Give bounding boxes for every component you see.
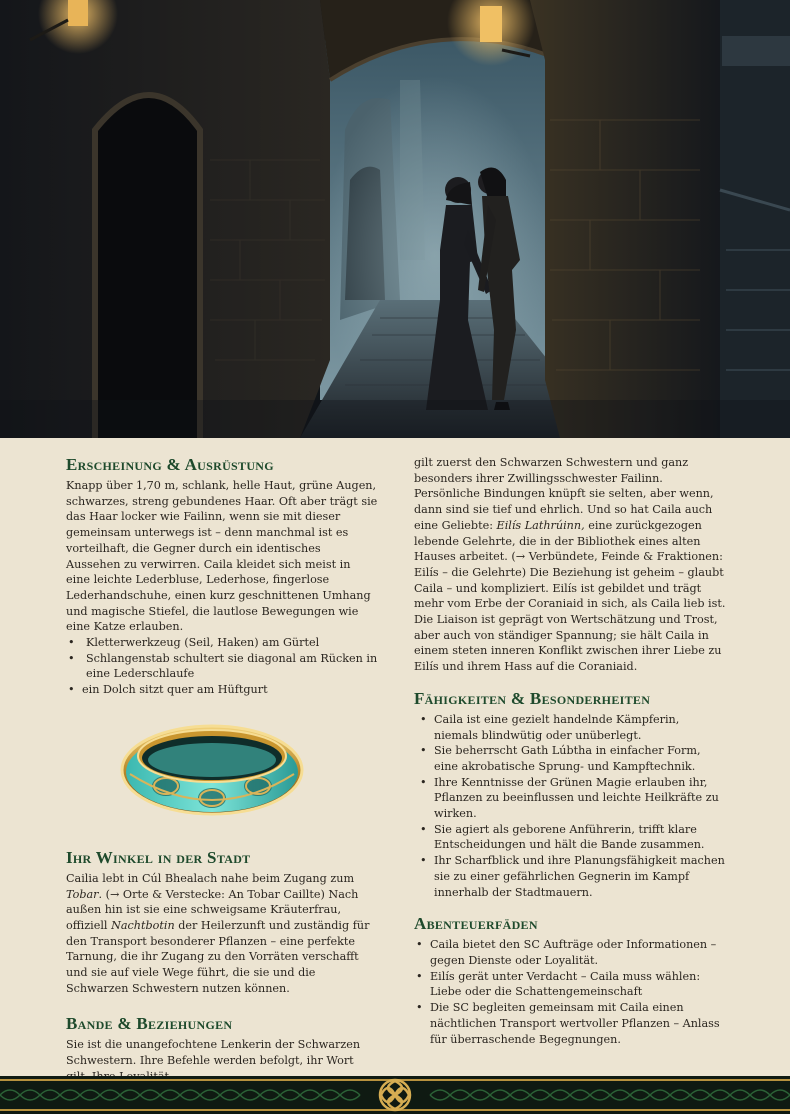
beloved-name: Eilís Lathrúinn,: [496, 518, 585, 532]
list-item: • Caila ist eine gezielt handelnde Kämpferin, niemals blindwütig oder unüberlegt.: [414, 712, 726, 743]
left-column: [66, 455, 378, 1085]
adventure-hooks-list: [414, 937, 726, 1047]
relations-paragraph-part2: [414, 455, 726, 675]
footer-ornament-band: [0, 1076, 790, 1114]
list-item: • Caila bietet den SC Aufträge oder Informationen – gegen Dienste oder Loyalität.: [414, 937, 726, 968]
right-column: [414, 455, 726, 1047]
ring-illustration: [66, 708, 378, 826]
appearance-paragraph: Knapp über 1,70 m, schlank, helle Haut, grüne Augen, schwarzes, streng gebundenes Haar. Oft aber trägt sie das Haar locker wie Failinn, wenn sie mit dieser gemeinsam unterwegs ist – denn manchmal ist es vorteilhaft, die Gegner durch ein identisches Aussehen zu verwirren. Caila kleidet sich meist in eine leichte Lederbluse, Lederhose, fingerlose Lederhandschuhe, einen kurz geschnittenen Umhang und magische Stiefel, die lautlose Bewegungen wie eine Katze erlauben.: [66, 479, 378, 634]
list-item: • Die SC begleiten gemeinsam mit Caila einen nächtlichen Transport wertvoller Pflanzen – Anlass für überraschende Begegnungen.: [414, 1000, 726, 1047]
list-item: • Sie beherrscht Gath Lúbtha in einfacher Form, eine akrobatische Sprung- und Kampftechnik.: [414, 743, 726, 774]
section-heading-appearance: Erscheinung & Ausrüstung: [66, 455, 274, 474]
section-heading-adventure-hooks: Abenteuerfäden: [414, 914, 538, 934]
list-item: • ein Dolch sitzt quer am Hüftgurt: [66, 682, 378, 698]
city-corner-paragraph: Cailia lebt in Cúl Bhealach nahe beim Zugang zum Tobar. (→ Orte & Verstecke: An Tobar Caillte) Nach außen hin ist sie eine schweigsame Kräuterfrau, offiziell Nachtbotin der Heilerzunft und zuständig für den Transport besonderer Pflanzen – eine perfekte Tarnung, die ihr Zugang zu den Vorräten verschafft und sie auf viele Wege führt, die sie und die Schwarzen Schwestern nutzen können.: [66, 871, 370, 995]
section-heading-abilities: Fähigkeiten & Besonderheiten: [414, 688, 651, 708]
celtic-knot-icon: [380, 1080, 410, 1110]
hero-illustration: [0, 0, 790, 438]
relations-text: Sie ist die unangefochtene Lenkerin der Schwarzen Schwestern. Ihre Befehle werden befolgt, ihr Wort: [66, 1038, 361, 1068]
list-item: • Eilís gerät unter Verdacht – Caila muss wählen: Liebe oder die Schattengemeinschaft: [414, 969, 726, 1000]
list-item: • Schlangenstab schultert sie diagonal am Rücken in eine Lederschlaufe: [66, 651, 378, 682]
relations-text: eine zurückgezogen lebende Gelehrte, die in der Bibliothek eines alten Hauses arbeitet. (→ Verbündete, Feinde & Fraktionen: Eilís – die Gelehrte) Die Beziehung ist geheim – glaubt Caila – und kompliziert. Eilís ist gebildet und trägt mehr vom Erbe der Coraniaid in sich, als Caila lieb ist. Die Liaison ist geprägt von Wertschätzung und Trost, aber auch von ständiger Spannung; sie hält Caila in einem steten inneren Konflikt zwischen ihrer Liebe zu Eilís und ihrem Hass auf die Coraniaid.: [414, 518, 726, 674]
list-item: • Sie agiert als geborene Anführerin, trifft klare Entscheidungen und hält die Bande zusammen.: [414, 822, 726, 853]
list-item: • Ihr Scharfblick und ihre Planungsfähigkeit machen sie zu einer gefährlichen Gegnerin im Kampf innerhalb der Stadtmauern.: [414, 853, 726, 900]
list-item: • Ihre Kenntnisse der Grünen Magie erlauben ihr, Pflanzen zu beeinflussen und leichte Heilkräfte zu wirken.: [414, 775, 726, 822]
ring-icon: [66, 708, 378, 826]
relations-text: gilt zuerst den Schwarzen Schwestern und ganz besonders ihrer Zwillingsschwester Failinn. Persönliche Bindungen knüpft sie selten, aber wenn, dann sind sie tief und ehrlich. Und so hat Caila auch eine Geliebte:: [414, 456, 714, 532]
list-item: • Kletterwerkzeug (Seil, Haken) am Gürtel: [66, 635, 378, 651]
section-heading-relations: Bande & Beziehungen: [66, 1014, 233, 1034]
night-alley-illustration: [0, 0, 790, 438]
equipment-list: [66, 635, 378, 698]
abilities-list: [414, 712, 726, 900]
section-heading-city-corner: Ihr Winkel in der Stadt: [66, 847, 251, 867]
